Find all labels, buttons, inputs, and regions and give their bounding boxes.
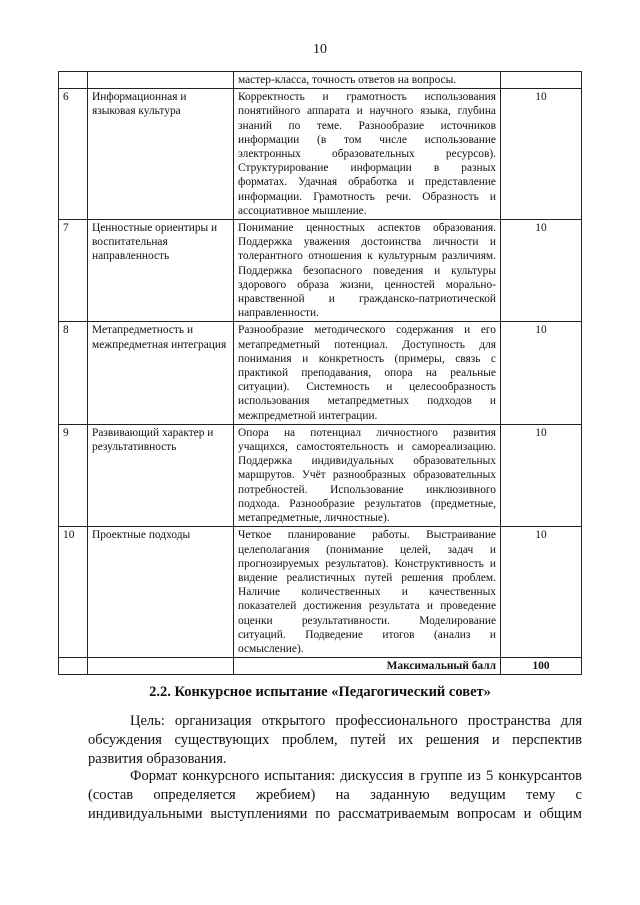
indicator-line: маршрутов. Учёт разнообразных образовательных bbox=[238, 469, 496, 482]
total-empty-cell bbox=[88, 658, 234, 675]
indicator-line: форматах. Удачная обработка и представление bbox=[238, 176, 496, 189]
indicator-line: практикой преподавания, опора на реальные bbox=[238, 367, 496, 380]
indicator-line: учащихся, самостоятельность и самореализацию. bbox=[238, 441, 496, 454]
indicator-line: мастер-класса, точность ответов на вопросы. bbox=[238, 74, 457, 86]
indicator-line: информации. Грамотность речи. Образность и bbox=[238, 190, 496, 203]
page-number: 10 bbox=[313, 42, 327, 57]
indicator-line: оценки результативности. Моделирование bbox=[238, 614, 496, 627]
criterion-number: 9 bbox=[59, 424, 88, 526]
indicator-line: ассоциативное мышление. bbox=[238, 204, 367, 217]
indicator-line: показателей достижения результата и проведение bbox=[238, 600, 496, 613]
criterion-name: Метапредметность и межпредметная интеграция bbox=[88, 322, 234, 424]
section-title: 2.2. Конкурсное испытание «Педагогический совет» bbox=[149, 684, 491, 700]
indicator-line: прогнозируемых результатов). Конструктивность и bbox=[238, 557, 496, 570]
indicator-line: Понимание ценностных аспектов образования. bbox=[238, 222, 496, 235]
indicator-line: Наличие количественных и качественных bbox=[238, 586, 496, 599]
total-row bbox=[59, 658, 582, 675]
criterion-number: 6 bbox=[59, 89, 88, 220]
max-score-label: Максимальный балл bbox=[234, 658, 501, 675]
criterion-indicators bbox=[234, 89, 501, 220]
criterion-name: Развивающий характер и результативность bbox=[88, 424, 234, 526]
indicator-line: знаний по теме. Разнообразие источников bbox=[238, 119, 496, 132]
table-row bbox=[59, 322, 582, 424]
indicator-line: Поддержка безопасного поведения и культуры bbox=[238, 264, 496, 277]
indicator-line: осмысление). bbox=[238, 642, 304, 655]
criterion-name: Ценностные ориентиры и воспитательная направленность bbox=[88, 220, 234, 322]
max-score-value: 100 bbox=[501, 658, 582, 675]
goal-paragraph bbox=[88, 712, 582, 769]
indicator-line: использования метапредметных подходов и bbox=[238, 395, 496, 408]
criterion-number bbox=[59, 72, 88, 89]
goal-line: Цель: организация открытого профессионального пространства для bbox=[130, 713, 582, 729]
indicator-line: целеполагания (понимание целей, задач и bbox=[238, 543, 496, 556]
goal-line: обсуждения существующих проблем, путей их решения и перспектив bbox=[88, 732, 582, 748]
goal-line: развития образования. bbox=[88, 751, 227, 767]
table-row bbox=[59, 527, 582, 658]
total-empty-cell bbox=[59, 658, 88, 675]
table-row bbox=[59, 89, 582, 220]
table-row bbox=[59, 424, 582, 526]
indicator-line: Структурирование информации в разных bbox=[238, 162, 496, 175]
format-line: индивидуальными выступлениями по рассматриваемым вопросам и общим bbox=[88, 806, 582, 822]
criterion-indicators bbox=[234, 220, 501, 322]
indicator-line: видение реалистичных путей решения проблем. bbox=[238, 571, 496, 584]
format-line: (состав определяется жребием) на заданную ведущим тему с bbox=[88, 787, 582, 803]
format-line: Формат конкурсного испытания: дискуссия в группе из 5 конкурсантов bbox=[130, 768, 582, 784]
criterion-number: 8 bbox=[59, 322, 88, 424]
indicator-line: толерантного отношения к культурным различиям. bbox=[238, 250, 496, 263]
indicator-line: информации (в том числе использование bbox=[238, 133, 496, 146]
indicator-line: подхода. Разнообразие результатов (предметные, bbox=[238, 497, 496, 510]
criteria-table-body bbox=[59, 72, 582, 675]
format-paragraph bbox=[88, 767, 582, 824]
indicator-line: электронных образовательных ресурсов). bbox=[238, 148, 496, 161]
criteria-table bbox=[58, 71, 582, 675]
criterion-score: 10 bbox=[501, 322, 582, 424]
indicator-line: потребностей. Использование инклюзивного bbox=[238, 483, 496, 496]
indicator-line: метапредметный потенциал. Доступность для bbox=[238, 338, 496, 351]
indicator-line: направленности. bbox=[238, 307, 319, 320]
criterion-score: 10 bbox=[501, 220, 582, 322]
criterion-indicators bbox=[234, 322, 501, 424]
indicator-line: Разнообразие методического содержания и его bbox=[238, 324, 496, 337]
indicator-line: межпредметной интеграции. bbox=[238, 409, 378, 422]
indicator-line: Корректность и грамотность использования bbox=[238, 91, 496, 104]
indicator-line: Поддержка индивидуальных образовательных bbox=[238, 455, 496, 468]
indicator-line: Опора на потенциал личностного развития bbox=[238, 426, 496, 439]
criterion-number: 7 bbox=[59, 220, 88, 322]
indicator-line: метапредметные, личностные). bbox=[238, 512, 390, 525]
indicator-line: Поддержка уважения достоинства личности и bbox=[238, 236, 496, 249]
criterion-indicators bbox=[234, 527, 501, 658]
criterion-score bbox=[501, 72, 582, 89]
criterion-indicators bbox=[234, 424, 501, 526]
criterion-score: 10 bbox=[501, 89, 582, 220]
criterion-score: 10 bbox=[501, 424, 582, 526]
table-row bbox=[59, 220, 582, 322]
criterion-indicators bbox=[234, 72, 501, 89]
indicator-line: нравственной и гражданско-патриотической bbox=[238, 293, 496, 306]
indicator-line: Четкое планирование работы. Выстраивание bbox=[238, 529, 496, 542]
criterion-name bbox=[88, 72, 234, 89]
indicator-line: здорового образа жизни, ценностей морально- bbox=[238, 278, 496, 291]
table-row bbox=[59, 72, 582, 89]
indicator-line: понятийного аппарата и научного языка, глубина bbox=[238, 105, 496, 118]
indicator-line: ситуации). Системность и целесообразность bbox=[238, 381, 496, 394]
criterion-score: 10 bbox=[501, 527, 582, 658]
indicator-line: ситуаций. Подведение итогов (анализ и bbox=[238, 628, 496, 641]
criterion-number: 10 bbox=[59, 527, 88, 658]
criterion-name: Проектные подходы bbox=[88, 527, 234, 658]
indicator-line: понимания и конкретность (примеры, связь с bbox=[238, 352, 496, 365]
criterion-name: Информационная и языковая культура bbox=[88, 89, 234, 220]
